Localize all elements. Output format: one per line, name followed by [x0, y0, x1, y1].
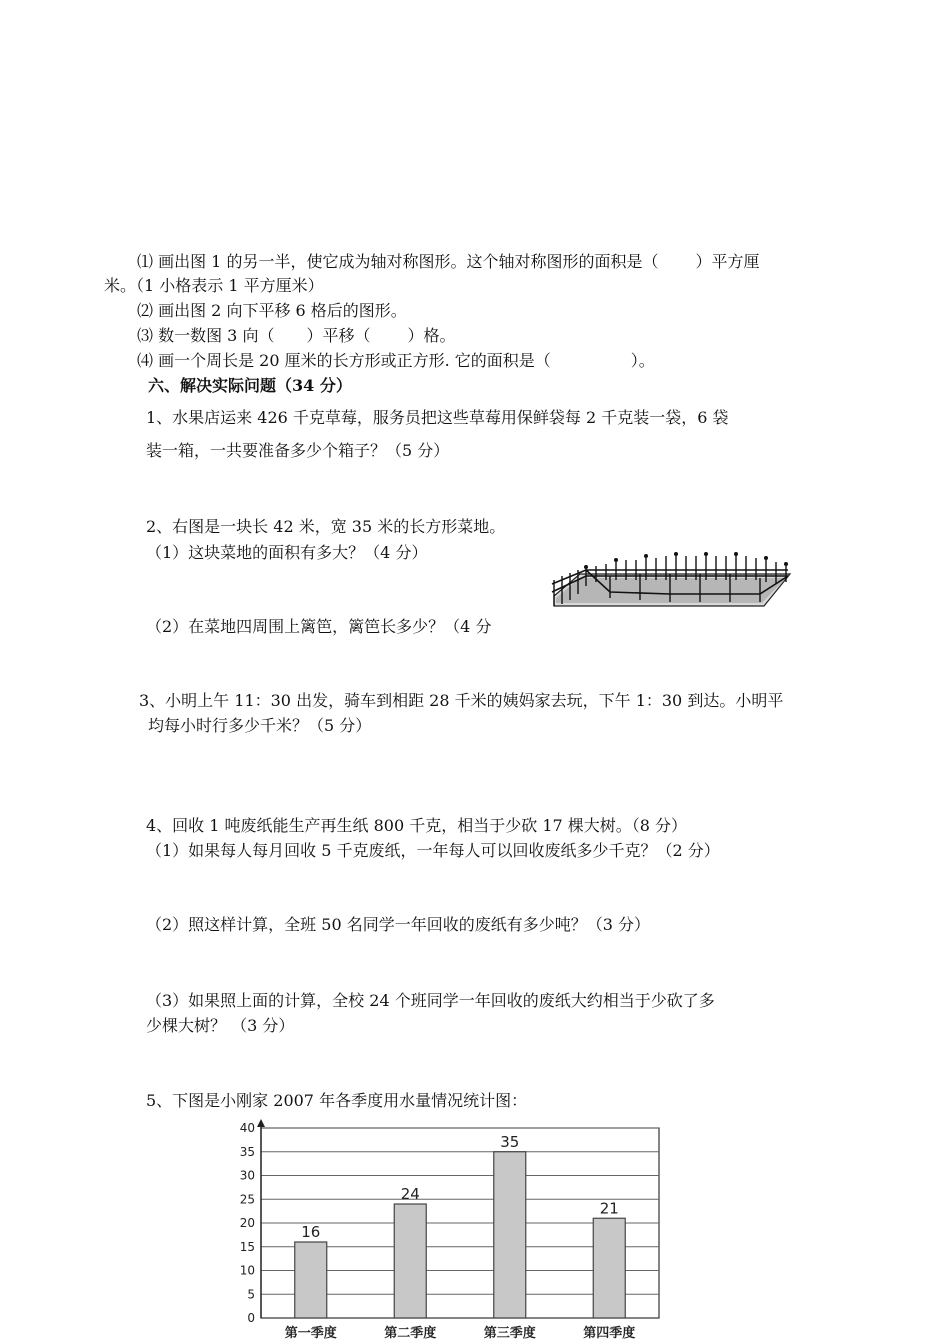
bar-data-label: 16	[301, 1223, 321, 1241]
problem4-intro: 4、回收 1 吨废纸能生产再生纸 800 千克，相当于少砍 17 棵大树。（8 分）	[146, 816, 688, 835]
y-tick-label: 35	[239, 1144, 255, 1159]
problem3-line2: 均每小时行多少千米？（5 分）	[148, 716, 372, 735]
problem4-q1: （1）如果每人每月回收 5 千克废纸，一年每人可以回收废纸多少千克？（2 分）	[146, 841, 720, 860]
bar-data-label: 21	[599, 1199, 619, 1218]
q1-line2: 米。（1 小格表示 1 平方厘米）	[104, 276, 324, 295]
problem2-q2: （2）在菜地四周围上篱笆，篱笆长多少？（4 分	[146, 617, 492, 636]
y-tick-label: 5	[247, 1287, 255, 1302]
vegetable-plot-fence-image	[550, 548, 795, 610]
y-tick-label: 15	[239, 1239, 255, 1254]
problem2-q1: （1）这块菜地的面积有多大？（4 分）	[146, 543, 428, 562]
bar	[295, 1242, 327, 1318]
bar	[494, 1152, 526, 1318]
y-axis-arrow	[257, 1119, 265, 1127]
problem2-intro: 2、右图是一块长 42 米，宽 35 米的长方形菜地。	[146, 517, 506, 536]
bar-data-label: 35	[500, 1132, 520, 1151]
problem1-line2: 装一箱，一共要准备多少个箱子？（5 分）	[146, 441, 450, 460]
problem1-line1: 1、水果店运来 426 千克草莓，服务员把这些草莓用保鲜袋每 2 千克装一袋，6 袋	[146, 408, 729, 427]
y-tick-label: 40	[239, 1121, 255, 1135]
problem3-line1: 3、小明上午 11：30 出发，骑车到相距 28 千米的姨妈家去玩，下午 1：30 到达。小明平	[139, 691, 784, 710]
y-tick-label: 25	[239, 1192, 255, 1207]
water-usage-bar-chart	[225, 1118, 665, 1344]
y-tick-label: 30	[239, 1168, 255, 1183]
bar-data-label: 24	[400, 1185, 420, 1203]
x-category-label: 第二季度	[384, 1326, 437, 1341]
x-category-label: 第一季度	[284, 1326, 337, 1341]
y-tick-label: 10	[239, 1263, 255, 1278]
y-tick-label: 0	[247, 1311, 255, 1325]
q2-line: ⑵ 画出图 2 向下平移 6 格后的图形。	[137, 301, 407, 320]
section6-heading: 六、解决实际问题（34 分）	[148, 376, 352, 395]
y-tick-label: 20	[239, 1216, 255, 1230]
problem4-q2: （2）照这样计算，全班 50 名同学一年回收的废纸有多少吨？（3 分）	[146, 915, 650, 934]
q1-line1: ⑴ 画出图 1 的另一半，使它成为轴对称图形。这个轴对称图形的面积是（ ）平方厘	[137, 252, 760, 271]
q4-line: ⑷ 画一个周长是 20 厘米的长方形或正方形. 它的面积是（ ）。	[137, 351, 655, 370]
problem5-intro: 5、下图是小刚家 2007 年各季度用水量情况统计图：	[146, 1091, 528, 1110]
q3-line: ⑶ 数一数图 3 向（ ）平移（ ）格。	[137, 326, 456, 345]
problem4-q3-line2: 少棵大树？ （3 分）	[146, 1016, 295, 1035]
bar	[394, 1204, 426, 1318]
problem4-q3-line1: （3）如果照上面的计算，全校 24 个班同学一年回收的废纸大约相当于少砍了多	[146, 991, 715, 1010]
x-category-label: 第四季度	[583, 1326, 636, 1341]
bar	[593, 1218, 625, 1318]
x-category-label: 第三季度	[483, 1326, 536, 1341]
